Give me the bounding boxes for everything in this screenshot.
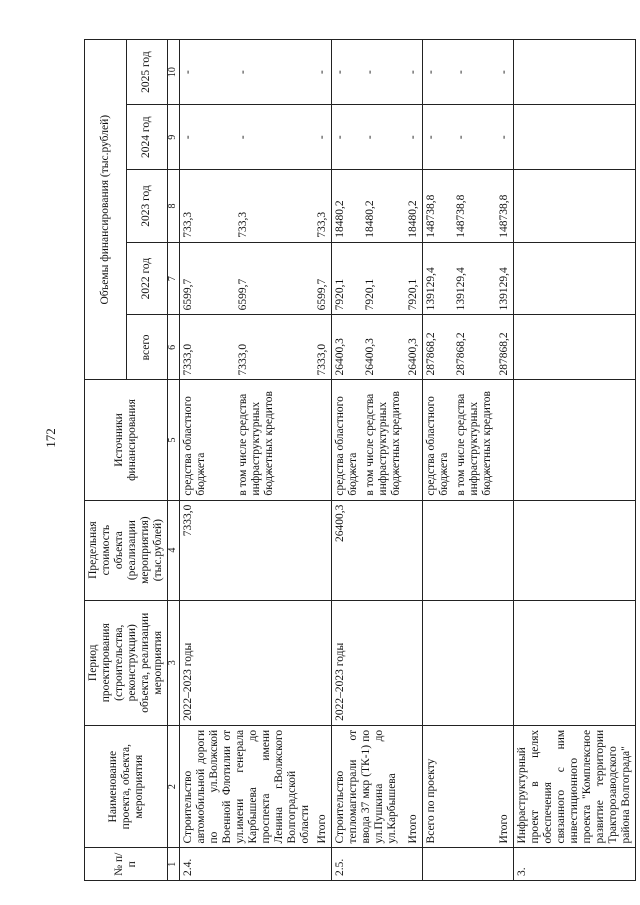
cell-2022: 139129,4	[423, 242, 454, 315]
table-row	[453, 40, 496, 881]
object-cost: 7333,0	[180, 500, 315, 600]
cell-2024: -	[314, 105, 332, 170]
funding-table	[84, 39, 636, 881]
colnum: 5	[168, 380, 180, 500]
row-number: 2.5.	[332, 848, 406, 881]
cell-2024: -	[423, 105, 454, 170]
cell-2024: -	[332, 105, 363, 170]
cell-2025: -	[235, 40, 314, 105]
page-number: 172	[43, 428, 58, 448]
colnum: 6	[168, 315, 180, 380]
colnum: 8	[168, 170, 180, 243]
header-source: Источники финансирования	[85, 380, 168, 500]
subtotal-label: Итого	[496, 725, 514, 848]
object-name: Строительство автомобильной дороги по ул.Волжской Военной Флотилии от ул.имени генерала Карбышева до проспекта имени Ленина г.Волжского Волгоградской области	[180, 725, 315, 848]
table-row	[180, 40, 236, 881]
header-volumes: Объемы финансирования (тыс.рублей)	[85, 40, 127, 380]
table-row	[514, 40, 636, 881]
header-name: Наименование проекта, объекта, мероприятия	[85, 725, 168, 848]
object-period: 2022–2023 годы	[180, 600, 315, 725]
project-total-label: Всего по проекту	[423, 725, 454, 848]
cell-2023: 18480,2	[405, 170, 423, 243]
cell-2024: -	[453, 105, 496, 170]
cell-2024: -	[180, 105, 236, 170]
cell-2025: -	[362, 40, 405, 105]
funding-source: средства областного бюджета	[180, 380, 236, 500]
cell-2023: 733,3	[235, 170, 314, 243]
cell-total: 7333,0	[235, 315, 314, 380]
cell-2023: 733,3	[180, 170, 236, 243]
cell-2025: -	[423, 40, 454, 105]
row-number: 2.4.	[180, 848, 315, 881]
header-2024: 2024 год	[126, 105, 168, 170]
header-2025: 2025 год	[126, 40, 168, 105]
cell-total: 287868,2	[453, 315, 496, 380]
colnum: 2	[168, 725, 180, 848]
colnum: 7	[168, 242, 180, 315]
cell-2022: 6599,7	[180, 242, 236, 315]
cell-total: 26400,3	[405, 315, 423, 380]
cell-2022: 6599,7	[314, 242, 332, 315]
cell-total: 26400,3	[332, 315, 363, 380]
funding-source: в том числе средства инфраструктурных бюджетных кредитов	[235, 380, 314, 500]
cell-2025: -	[496, 40, 514, 105]
colnum: 4	[168, 500, 180, 600]
funding-source: в том числе средства инфраструктурных бюджетных кредитов	[362, 380, 405, 500]
header-period: Период проектирования (строительства, реконструкции) объекта, реализации мероприятия	[85, 600, 168, 725]
header-total: всего	[126, 315, 168, 380]
cell-2025: -	[405, 40, 423, 105]
cell-2024: -	[362, 105, 405, 170]
cell-total: 26400,3	[362, 315, 405, 380]
header-row	[85, 40, 127, 881]
cell-2023: 18480,2	[362, 170, 405, 243]
funding-source: средства областного бюджета	[332, 380, 363, 500]
cell-2024: -	[496, 105, 514, 170]
cell-2023: 18480,2	[332, 170, 363, 243]
funding-source: в том числе средства инфраструктурных бюджетных кредитов	[453, 380, 496, 500]
table-row	[423, 40, 454, 881]
funding-source: средства областного бюджета	[423, 380, 454, 500]
cell-2023: 148738,8	[423, 170, 454, 243]
cell-2025: -	[453, 40, 496, 105]
colnum: 3	[168, 600, 180, 725]
cell-2023: 148738,8	[453, 170, 496, 243]
object-cost: 26400,3	[332, 500, 406, 600]
cell-total: 287868,2	[423, 315, 454, 380]
subtotal-row	[314, 40, 332, 881]
cell-2024: -	[235, 105, 314, 170]
cell-total: 287868,2	[496, 315, 514, 380]
column-number-row	[168, 40, 180, 881]
colnum: 10	[168, 40, 180, 105]
cell-2022: 7920,1	[332, 242, 363, 315]
subtotal-row	[405, 40, 423, 881]
cell-2022: 139129,4	[496, 242, 514, 315]
object-period: 2022–2023 годы	[332, 600, 406, 725]
header-cost: Предельная стоимость объекта (реализации мероприятия) (тыс.рублей)	[85, 500, 168, 600]
cell-total: 7333,0	[314, 315, 332, 380]
header-no: № п/п	[85, 848, 168, 881]
row-number: 3.	[514, 848, 636, 881]
subtotal-label: Итого	[405, 725, 423, 848]
cell-2022: 7920,1	[405, 242, 423, 315]
cell-2022: 139129,4	[453, 242, 496, 315]
cell-2025: -	[180, 40, 236, 105]
cell-2024: -	[405, 105, 423, 170]
colnum: 9	[168, 105, 180, 170]
subtotal-label: Итого	[314, 725, 332, 848]
cell-2025: -	[332, 40, 363, 105]
table-row	[332, 40, 363, 881]
object-name: Инфраструктурный проект в целях обеспечения связанного с ним инвестиционного проекта "Комплексное развитие территории Тракторозаводского района Волгограда"	[514, 725, 636, 848]
cell-2022: 7920,1	[362, 242, 405, 315]
subtotal-row	[496, 40, 514, 881]
header-2023: 2023 год	[126, 170, 168, 243]
cell-total: 7333,0	[180, 315, 236, 380]
cell-2025: -	[314, 40, 332, 105]
cell-2023: 733,3	[314, 170, 332, 243]
header-2022: 2022 год	[126, 242, 168, 315]
cell-2023: 148738,8	[496, 170, 514, 243]
colnum: 1	[168, 848, 180, 881]
cell-2022: 6599,7	[235, 242, 314, 315]
object-name: Строительство тепломагистрали от ввода 37 мкр (ТК-1) по ул.Пушкина до ул.Карбышева	[332, 725, 406, 848]
